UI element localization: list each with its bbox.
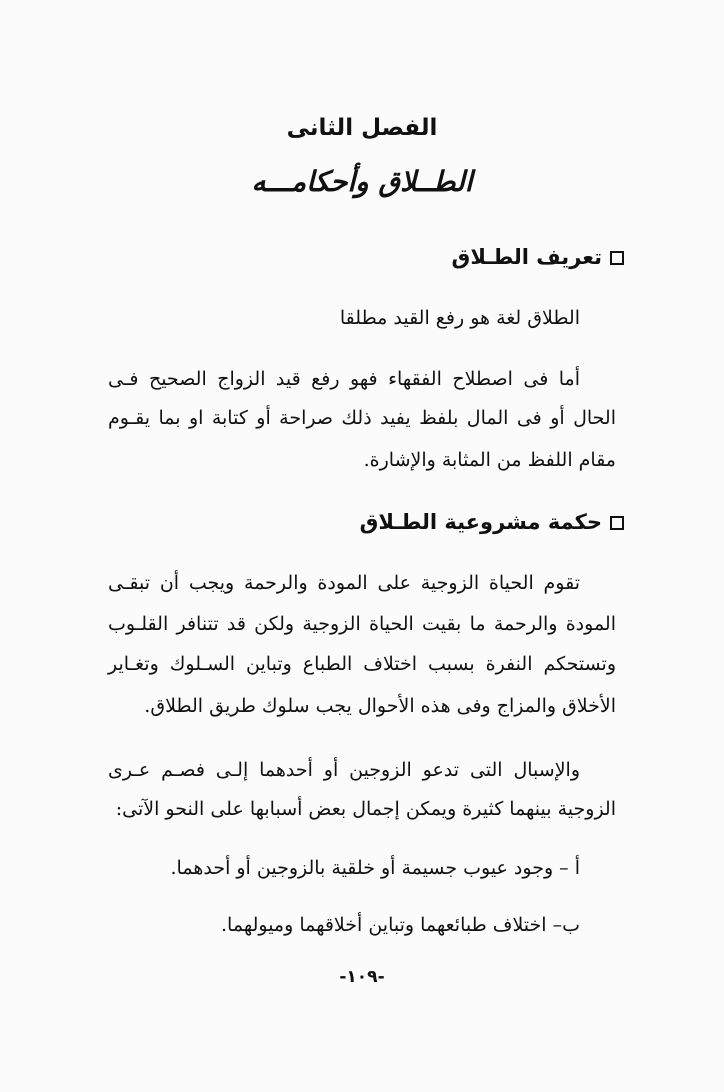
text-line: الأخلاق والمزاج وفى هذه الأحوال يجب سلوك طريق الطلاق. bbox=[144, 695, 616, 717]
square-bullet-icon bbox=[610, 251, 624, 265]
text-line: والإسبال التى تدعو الزوجين أو أحدهما إلـى فصـم عـرى bbox=[108, 759, 580, 781]
section-heading-text: حكمة مشروعية الطـلاق bbox=[359, 510, 602, 534]
text-line: تقوم الحياة الزوجية على المودة والرحمة ويجب أن تبقـى bbox=[108, 572, 580, 594]
section-heading-text: تعريف الطـلاق bbox=[451, 245, 602, 269]
text-line: أما فى اصطلاح الفقهاء فهو رفع قيد الزواج الصحيح فـى bbox=[108, 368, 580, 390]
chapter-title: الطــلاق وأحكامـــه bbox=[251, 165, 473, 198]
text-line: الطلاق لغة هو رفع القيد مطلقا bbox=[339, 307, 580, 329]
section-heading-wisdom bbox=[360, 504, 624, 540]
chapter-label: الفصل الثانى bbox=[286, 115, 438, 141]
section-heading-definition bbox=[452, 239, 624, 275]
text-line: مقام اللفظ من المثابة والإشارة. bbox=[363, 449, 616, 471]
text-line: المودة والرحمة ما بقيت الحياة الزوجية ولكن قد تتنافر القلـوب bbox=[108, 613, 616, 635]
list-item: أ – وجود عيوب جسيمة أو خلقية بالزوجين أو أحدهما. bbox=[170, 857, 580, 879]
list-item: ب– اختلاف طبائعهما وتباين أخلاقهما وميولهما. bbox=[221, 914, 580, 936]
square-bullet-icon bbox=[610, 516, 624, 530]
page-number: -١٠٩- bbox=[339, 967, 385, 987]
text-line: الحال أو فى المال بلفظ يفيد ذلك صراحة أو كتابة او بما يقـوم bbox=[108, 407, 616, 429]
text-line: الزوجية بينهما كثيرة ويمكن إجمال بعض أسبابها على النحو الآتى: bbox=[115, 798, 616, 820]
text-line: وتستحكم النفرة بسبب اختلاف الطباع وتباين السـلوك وتغـاير bbox=[108, 653, 616, 675]
